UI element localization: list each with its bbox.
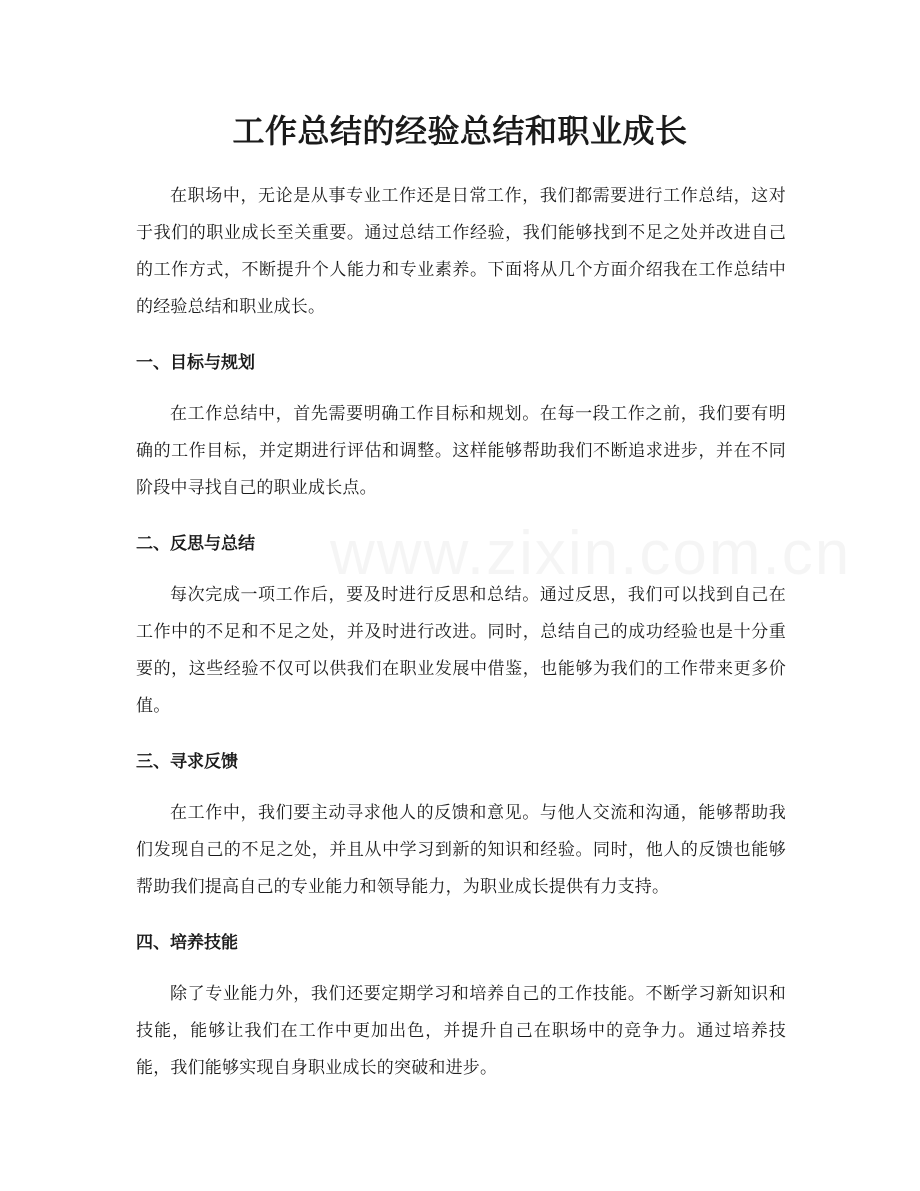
section-goals: [136, 348, 786, 507]
section-paragraph: 在工作总结中，首先需要明确工作目标和规划。在每一段工作之前，我们要有明确的工作目标，并定期进行评估和调整。这样能够帮助我们不断追求进步，并在不同阶段中寻找自己的职业成长点。: [136, 404, 786, 498]
section-feedback: [136, 747, 786, 906]
section-reflection: [136, 529, 786, 725]
section-heading: 三、寻求反馈: [136, 752, 238, 772]
section-heading: 一、目标与规划: [136, 353, 255, 373]
section-heading: 四、培养技能: [136, 933, 238, 953]
section-paragraph: 每次完成一项工作后，要及时进行反思和总结。通过反思，我们可以找到自己在工作中的不足和不足之处，并及时进行改进。同时，总结自己的成功经验也是十分重要的，这些经验不仅可以供我们在职业发展中借鉴，也能够为我们的工作带来更多价值。: [136, 585, 786, 716]
page-title: 工作总结的经验总结和职业成长: [232, 112, 688, 150]
section-skills: [136, 928, 786, 1087]
intro-paragraph: 在职场中，无论是从事专业工作还是日常工作，我们都需要进行工作总结，这对于我们的职业成长至关重要。通过总结工作经验，我们能够找到不足之处并改进自己的工作方式，不断提升个人能力和专业素养。下面将从几个方面介绍我在工作总结中的经验总结和职业成长。: [136, 186, 786, 317]
section-paragraph: 在工作中，我们要主动寻求他人的反馈和意见。与他人交流和沟通，能够帮助我们发现自己的不足之处，并且从中学习到新的知识和经验。同时，他人的反馈也能够帮助我们提高自己的专业能力和领导能力，为职业成长提供有力支持。: [136, 803, 786, 897]
section-heading: 二、反思与总结: [136, 534, 255, 554]
document-body: [136, 178, 786, 1095]
section-paragraph: 除了专业能力外，我们还要定期学习和培养自己的工作技能。不断学习新知识和技能，能够让我们在工作中更加出色，并提升自己在职场中的竞争力。通过培养技能，我们能够实现自身职业成长的突破和进步。: [136, 984, 786, 1078]
